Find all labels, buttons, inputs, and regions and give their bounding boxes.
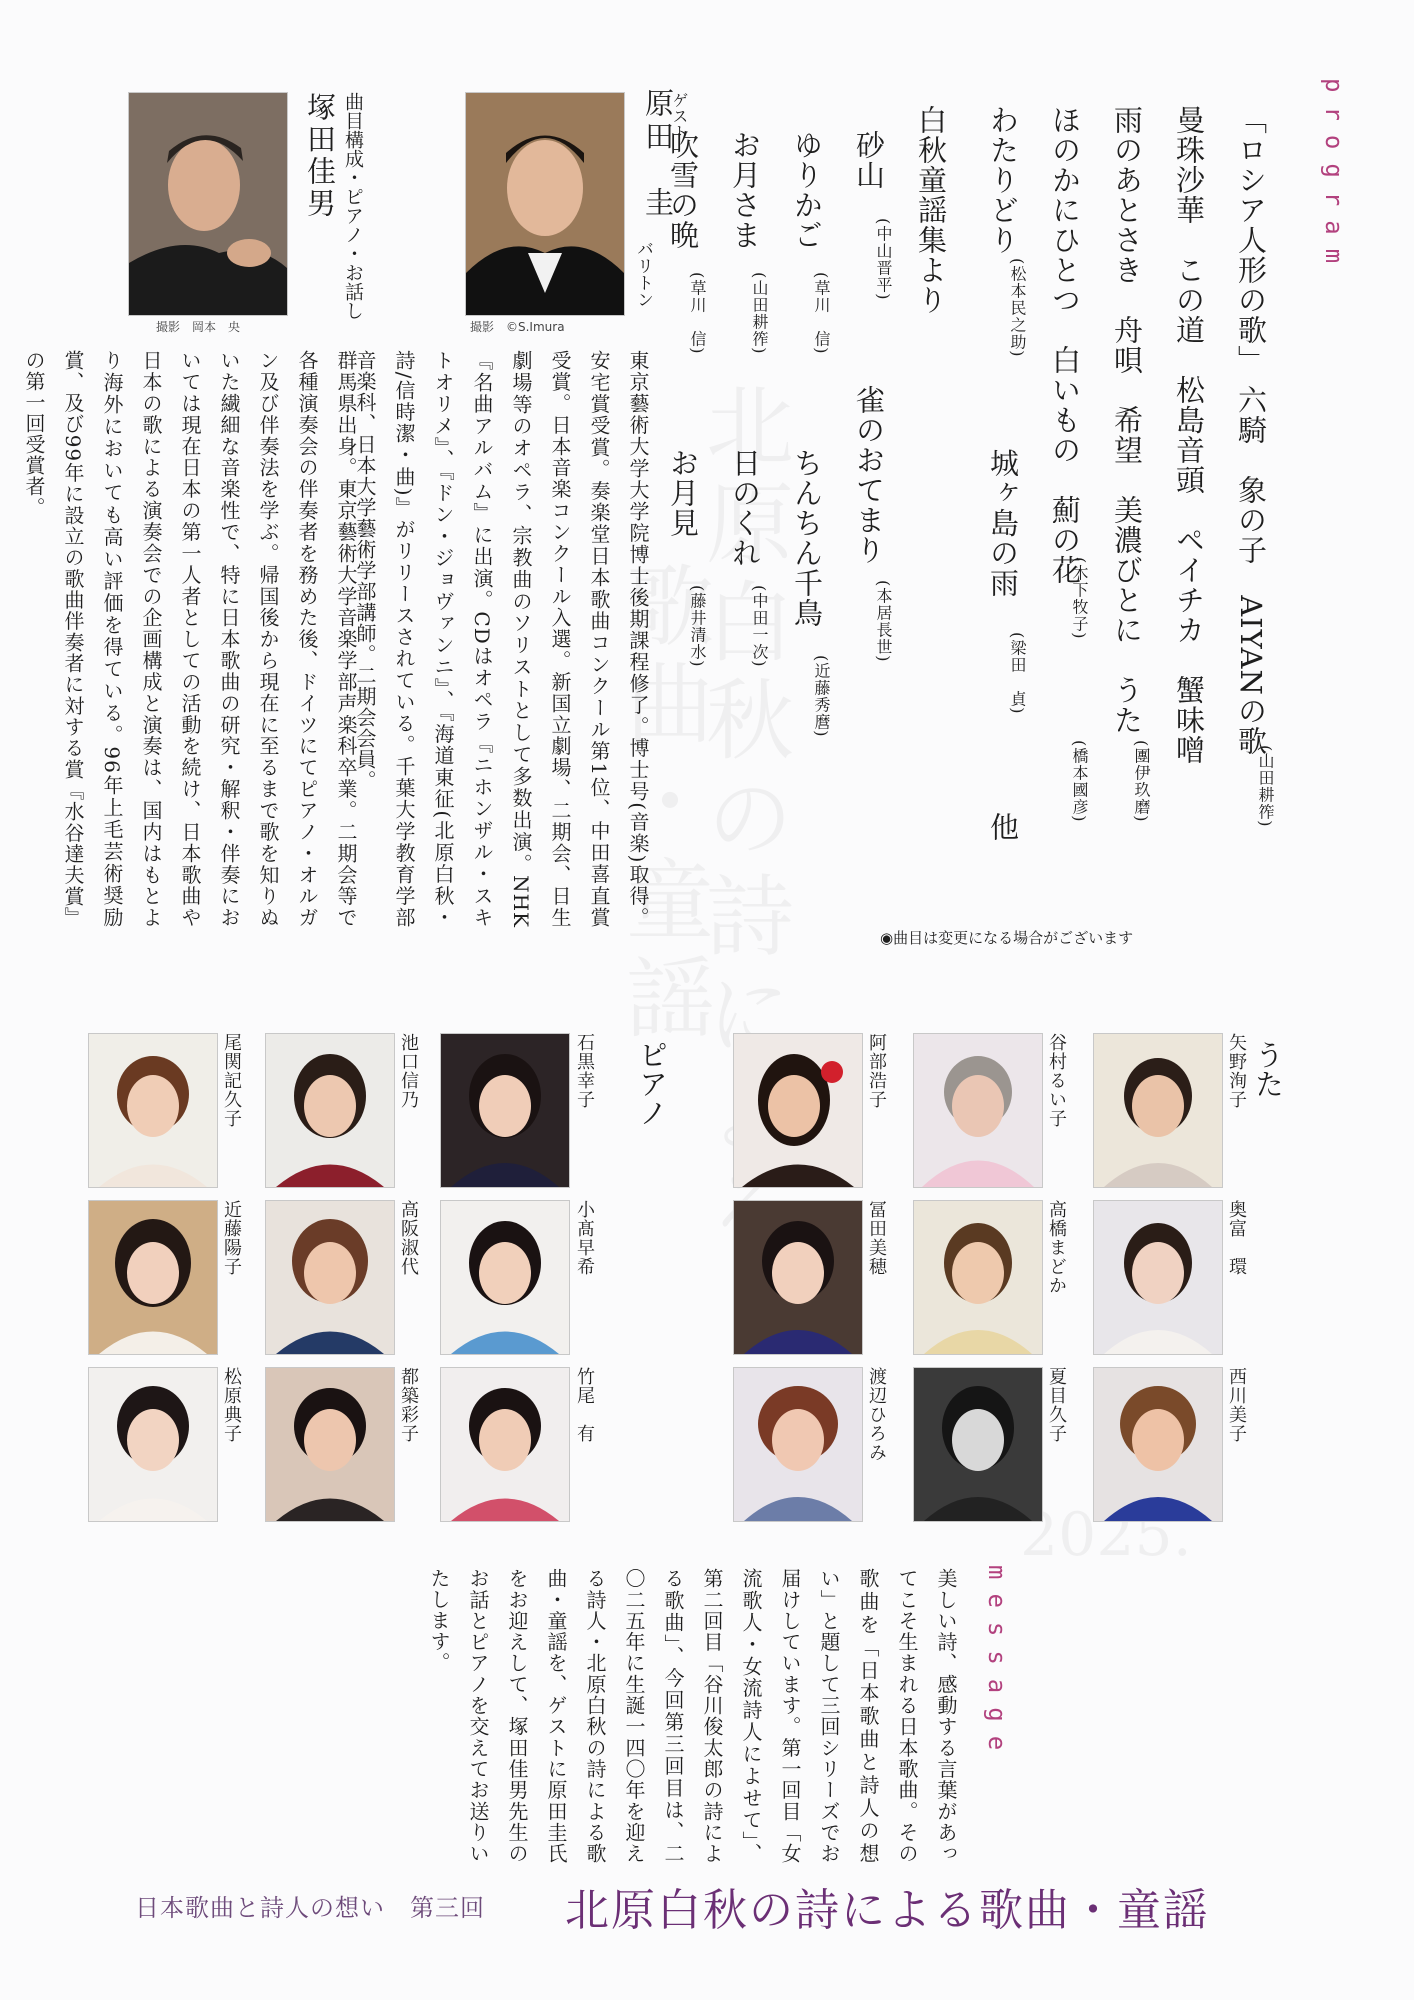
program-composer-14: (藤井清水)	[688, 585, 707, 668]
program-title-other: 他	[986, 812, 1020, 842]
guest-role: バリトン	[633, 240, 653, 308]
singer-photo-8	[913, 1367, 1043, 1522]
pianist-photo-1	[440, 1033, 570, 1188]
program-composer-2: (團伊玖磨)	[1132, 740, 1151, 823]
pianist-portrait-image-5	[266, 1201, 394, 1354]
singer-photo-5	[913, 1200, 1043, 1355]
singer-name-4: 奥富 環	[1226, 1200, 1247, 1276]
singer-portrait-image-9	[734, 1368, 862, 1521]
program-title-hinokure: 日のくれ	[728, 448, 762, 568]
singer-photo-6	[733, 1200, 863, 1355]
program-line-4: ほのかにひとつ 白いもの 薊の花	[1048, 105, 1082, 585]
singer-photo-7	[1093, 1367, 1223, 1522]
singer-photo-2	[913, 1033, 1043, 1188]
pianist-portrait-image-3	[89, 1034, 217, 1187]
pianist-name-3: 尾関記久子	[221, 1033, 242, 1128]
program-title-jogashima: 城ヶ島の雨	[986, 448, 1020, 598]
guest-bio: 東京藝術大学大学院博士後期課程修了。博士号(音楽)取得。安宅賞受賞。奏楽堂日本歌曲コンクール第1位、中田喜直賞受賞。日本音楽コンクール入選。新国立劇場、二期会、日生劇場等のオペラ、宗教曲のソリストとして多数出演。NHK『名曲アルバム』に出演。CDはオペラ『ニホンザル・スキトオリメ』、『ドン・ジョヴァンニ』、『海道東征(北原白秋・詩/信時潔・曲)』がリリースされている。千葉大学教育学部音楽科、日本大学藝術学部講師。二期会会員。	[353, 350, 650, 928]
program-line-3: 雨のあとさき 舟唄 希望 美濃びとに うた	[1110, 105, 1144, 735]
program-line-5: わたりどり	[986, 105, 1020, 255]
program-line-9: お月さま	[728, 130, 762, 250]
singer-name-8: 夏目久子	[1046, 1367, 1067, 1443]
program-composer-9: (草川 信)	[812, 272, 831, 355]
footer-title: 北原白秋の詩による歌曲・童謡	[565, 1885, 1209, 1936]
program-composer-11: (山田耕筰)	[750, 272, 769, 355]
singer-portrait-image-5	[914, 1201, 1042, 1354]
pianist-name-6: 近藤陽子	[221, 1200, 242, 1276]
program-title-chinchin: ちんちん千鳥	[790, 448, 824, 628]
singer-name-2: 谷村るい子	[1046, 1033, 1067, 1128]
program-composer-1: (山田耕筰)	[1256, 745, 1275, 828]
pianist-photo-9	[88, 1367, 218, 1522]
pianist-name-2: 池口信乃	[398, 1033, 419, 1109]
program-line-6: 白秋童謡集より	[914, 105, 948, 315]
program-line-8: ゆりかご	[790, 130, 824, 250]
guest-label: ゲスト	[670, 92, 689, 140]
program-title-suzume: 雀のおてまり	[852, 385, 886, 565]
pianist-name-8: 都築彩子	[398, 1367, 419, 1443]
singer-photo-1	[1093, 1033, 1223, 1188]
pianist-photo-8	[265, 1367, 395, 1522]
pianist-portrait-image-2	[266, 1034, 394, 1187]
pianist-photo-7	[440, 1367, 570, 1522]
singer-name-1: 矢野洵子	[1226, 1033, 1247, 1109]
host-photo-credit: 撮影 岡本 央	[156, 320, 241, 334]
program-composer-12: (中田一次)	[750, 585, 769, 668]
program-composer-7: (中山晋平)	[874, 218, 893, 301]
singer-photo-3	[733, 1033, 863, 1188]
pianist-name-7: 竹尾 有	[574, 1367, 595, 1443]
guest-photo	[465, 92, 625, 316]
singer-portrait-image-2	[914, 1034, 1042, 1187]
pianist-portrait-image-9	[89, 1368, 217, 1521]
guest-photo-credit: 撮影 ©S.Imura	[470, 320, 565, 334]
program-composer-8: (本居長世)	[874, 580, 893, 663]
message-heading: message	[983, 1565, 1011, 1765]
program-composer-6: (梁田 貞)	[1008, 632, 1027, 715]
program-line-7: 砂山	[852, 130, 886, 190]
pianist-photo-2	[265, 1033, 395, 1188]
program-composer-3: (木下牧子)	[1070, 557, 1089, 640]
singer-name-5: 高橋まどか	[1046, 1200, 1067, 1295]
pianist-portrait-image-8	[266, 1368, 394, 1521]
pianists-heading: ピアノ	[635, 1040, 669, 1127]
program-line-1: 「ロシア人形の歌」 六騎 象の子 AIYANの歌	[1234, 105, 1268, 756]
pianist-photo-5	[265, 1200, 395, 1355]
program-composer-5: (松本民之助)	[1008, 258, 1027, 358]
pianist-name-5: 高阪淑代	[398, 1200, 419, 1276]
singer-name-7: 西川美子	[1226, 1367, 1247, 1443]
host-photo	[128, 92, 288, 316]
singer-portrait-image-8	[914, 1368, 1042, 1521]
program-composer-13: (草川 信)	[688, 272, 707, 355]
pianist-name-1: 石黒幸子	[574, 1033, 595, 1109]
pianist-portrait-image-4	[441, 1201, 569, 1354]
singers-heading: うた	[1251, 1040, 1285, 1098]
pianist-portrait-image-6	[89, 1201, 217, 1354]
host-role: 曲目構成・ピアノ・お話し	[342, 92, 364, 320]
singer-photo-9	[733, 1367, 863, 1522]
pianist-portrait-image-1	[441, 1034, 569, 1187]
singer-name-3: 阿部浩子	[866, 1033, 887, 1109]
pianist-photo-3	[88, 1033, 218, 1188]
footer-series: 日本歌曲と詩人の想い 第三回	[135, 1894, 485, 1922]
pianist-name-9: 松原典子	[221, 1367, 242, 1443]
singer-photo-4	[1093, 1200, 1223, 1355]
program-line-2: 曼珠沙華 この道 松島音頭 ペイチカ 蟹味噌	[1172, 105, 1206, 765]
pianist-photo-6	[88, 1200, 218, 1355]
pianist-photo-4	[440, 1200, 570, 1355]
pianist-name-4: 小髙早希	[574, 1200, 595, 1276]
host-portrait-image	[129, 93, 287, 315]
program-title-otsukimi: お月見	[666, 448, 700, 538]
singer-portrait-image-3	[734, 1034, 862, 1187]
guest-portrait-image	[466, 93, 624, 315]
singer-portrait-image-1	[1094, 1034, 1222, 1187]
singer-name-6: 冨田美穂	[866, 1200, 887, 1276]
guest-name: 原田 圭	[641, 88, 675, 220]
singer-portrait-image-7	[1094, 1368, 1222, 1521]
program-heading: program	[1320, 78, 1348, 278]
program-line-10: 吹雪の晩	[666, 130, 700, 250]
singer-name-9: 渡辺ひろみ	[866, 1367, 887, 1462]
singer-portrait-image-4	[1094, 1201, 1222, 1354]
program-composer-10: (近藤秀麿)	[812, 655, 831, 738]
program-composer-4: (橋本國彦)	[1070, 740, 1089, 823]
singer-portrait-image-6	[734, 1201, 862, 1354]
program-change-note: ◉曲目は変更になる場合がございます	[880, 929, 1134, 947]
host-name: 塚田佳男	[303, 92, 337, 220]
pianist-portrait-image-7	[441, 1368, 569, 1521]
message-text: 美しい詩、感動する言葉があってこそ生まれる日本歌曲。その歌曲を「日本歌曲と詩人の想い」と題して三回シリーズでお届けしています。第一回目「女流歌人・女流詩人によせて」、第二回目「谷川俊太郎の詩による歌曲」、今回第三回目は、二〇二五年に生誕一四〇年を迎える詩人・北原白秋の詩による歌曲・童謡を、ゲストに原田圭氏をお迎えして、塚田佳男先生のお話とピアノを交えてお送りいたします。	[427, 1568, 958, 1864]
host-bio: 群馬県出身。東京藝術大学音楽学部声楽科卒業。二期会等で各種演奏会の伴奏者を務めた後、ドイツにてピアノ・オルガン及び伴奏法を学ぶ。帰国後から現在に至るまで歌を知りぬいた繊細な音楽性で、特に日本歌曲の研究・解釈・伴奏においては現在日本の第一人者としての活動を続け、日本歌曲や日本の歌による演奏会での企画構成と演奏は、国内はもとより海外においても高い評価を得ている。96年上毛芸術奨励賞、及び99年に設立の歌曲伴奏者に対する賞『水谷達夫賞』の第一回受賞者。	[22, 350, 358, 928]
